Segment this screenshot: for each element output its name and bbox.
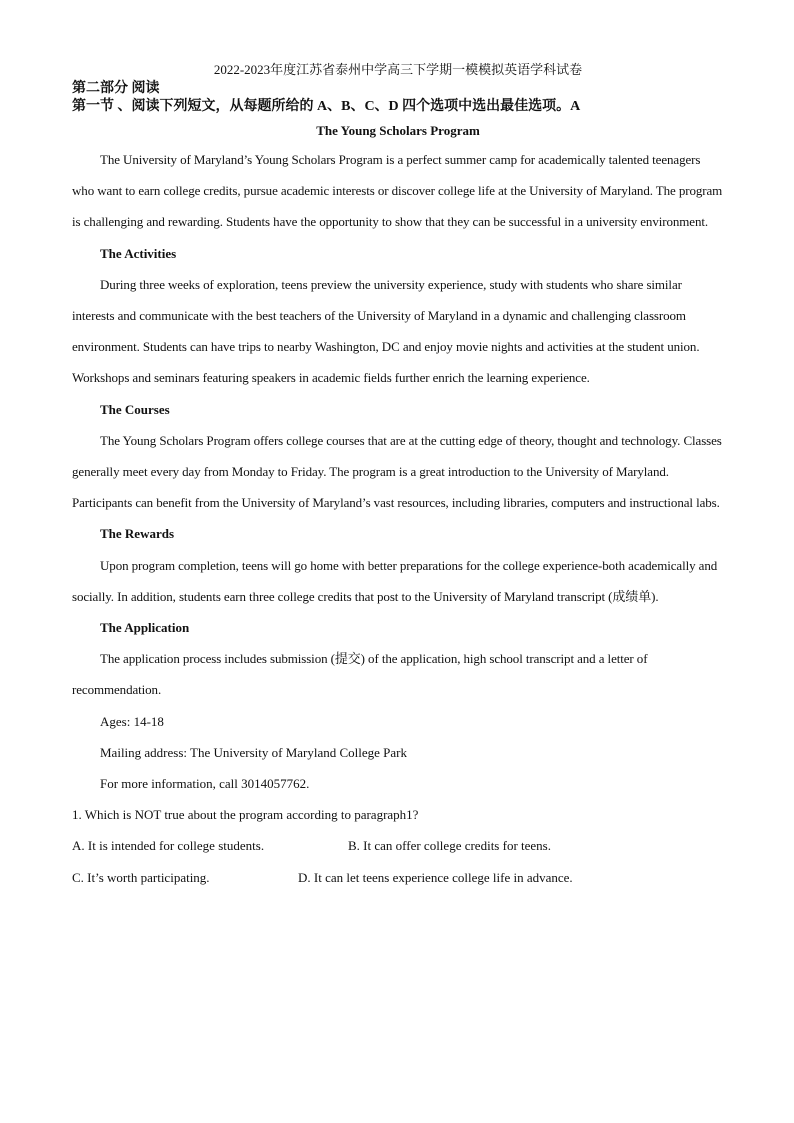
section-instruction: 第一节 、阅读下列短文，从每题所给的 A、B、C、D 四个选项中选出最佳选项。A: [72, 99, 581, 114]
question-1-options-row-2: [72, 862, 724, 893]
rewards-heading: The Rewards: [100, 526, 175, 542]
exam-page: [72, 60, 724, 893]
question-1-stem: 1. Which is NOT true about the program according to paragraph1?: [72, 807, 419, 823]
option-a: A. It is intended for college students.: [72, 838, 265, 854]
passage-title: The Young Scholars Program: [316, 123, 480, 138]
contact-line: For more information, call 3014057762.: [100, 776, 310, 792]
mailing-address-line: Mailing address: The University of Maryland College Park: [100, 744, 408, 760]
application-paragraph: The application process includes submission (提交) of the application, high school transcript and a letter of recommendation.: [72, 651, 648, 698]
question-1-options-row-1: [72, 830, 724, 861]
rewards-paragraph: Upon program completion, teens will go home with better preparations for the college experience-both academically and socially. In addition, students earn three college credits that post to the University of Maryland transcript (成绩单).: [72, 557, 718, 604]
activities-heading: The Activities: [100, 245, 177, 261]
option-c: C. It’s worth participating.: [72, 869, 210, 885]
application-heading: The Application: [100, 620, 190, 636]
courses-heading: The Courses: [100, 401, 170, 417]
courses-paragraph: The Young Scholars Program offers college courses that are at the cutting edge of theory, thought and technology. Classes generally meet every day from Monday to Friday. The program is a great introduction to the University of Maryland. Participants can benefit from the University of Maryland’s vast resources, including libraries, computers and instructional labs.: [72, 432, 722, 511]
activities-paragraph: During three weeks of exploration, teens preview the university experience, study with students who share similar interests and communicate with the best teachers of the University of Maryland in a dynamic and challenging classroom environment. Students can have trips to nearby Washington, DC and enjoy movie nights and activities at the student union. Workshops and seminars featuring speakers in academic fields further enrich the learning experience.: [72, 276, 700, 386]
exam-title: 2022-2023年度江苏省泰州中学高三下学期一模模拟英语学科试卷: [213, 62, 583, 77]
section-part: 第二部分 阅读: [72, 81, 160, 96]
option-b: B. It can offer college credits for teens.: [348, 838, 551, 854]
option-d: D. It can let teens experience college life in advance.: [298, 869, 573, 885]
ages-line: Ages: 14-18: [100, 713, 164, 729]
intro-paragraph: The University of Maryland’s Young Scholars Program is a perfect summer camp for academically talented teenagers who want to earn college credits, pursue academic interests or discover college life at the University of Maryland. The program is challenging and rewarding. Students have the opportunity to show that they can be successful in a university environment.: [72, 152, 723, 230]
